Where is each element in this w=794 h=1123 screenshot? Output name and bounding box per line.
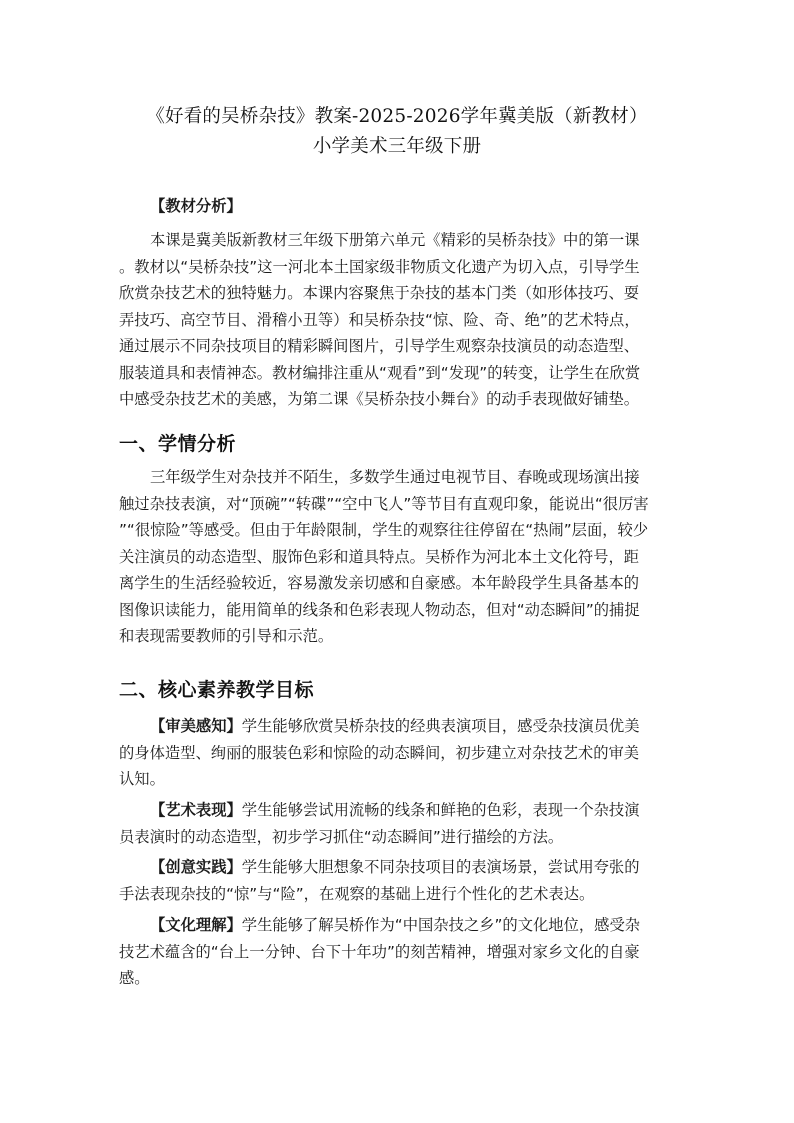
goal-creative-label: 【创意实践】 [150, 858, 242, 876]
goal-artistic-paragraph [119, 797, 679, 850]
goal-text: 学生能够了解吴桥作为“中国杂技之乡”的文化地位，感受杂 [241, 916, 641, 934]
learning-analysis-paragraph [119, 464, 679, 650]
text-line: 通过展示不同杂技项目的精彩瞬间图片，引导学生观察杂技演员的动态造型、 [119, 337, 640, 355]
document-title-line-2: 小学美术三年级下册 [312, 136, 482, 157]
text-line: 离学生的生活经验较近，容易激发亲切感和自豪感。本年龄段学生具备基本的 [119, 574, 640, 592]
text-line: ”“很惊险”等感受。但由于年龄限制，学生的观察往往停留在“热闹”层面，较少 [119, 521, 649, 539]
text-line: 欣赏杂技艺术的独特魅力。本课内容聚焦于杂技的基本门类（如形体技巧、耍 [119, 284, 640, 302]
goal-text: 学生能够尝试用流畅的线条和鲜艳的色彩，表现一个杂技演 [241, 801, 640, 819]
text-line: 关注演员的动态造型、服饰色彩和道具特点。吴桥作为河北本土文化符号，距 [119, 547, 640, 566]
section-heading-core-goals: 二、核心素养教学目标 [119, 679, 315, 701]
goal-text: 学生能够大胆想象不同杂技项目的表演场景，尝试用夸张的 [241, 858, 640, 876]
text-line [119, 713, 679, 740]
text-line [119, 912, 679, 939]
text-line: 。教材以“吴桥杂技”这一河北本土国家级非物质文化遗产为切入点，引导学生 [119, 257, 640, 276]
text-line: 和表现需要教师的引导和示范。 [119, 627, 334, 645]
text-line: 的身体造型、绚丽的服装色彩和惊险的动态瞬间，初步建立对杂技艺术的审美 [119, 743, 640, 762]
goal-aesthetic-label: 【审美感知】 [150, 717, 242, 735]
text-line: 三年级学生对杂技并不陌生，多数学生通过电视节目、春晚或现场演出接 [150, 468, 640, 486]
text-line: 中感受杂技艺术的美感，为第二课《吴桥杂技小舞台》的动手表现做好铺垫。 [119, 390, 640, 408]
goal-artistic-label: 【艺术表现】 [150, 801, 242, 819]
goal-cultural-paragraph [119, 912, 679, 992]
goal-text: 学生能够欣赏吴桥杂技的经典表演项目，感受杂技演员优美 [241, 717, 640, 735]
goal-cultural-label: 【文化理解】 [150, 916, 242, 934]
text-line [119, 797, 679, 824]
document-title-line-1: 《好看的吴桥杂技》教案-2025-2026学年冀美版（新教材） [146, 106, 648, 127]
text-line: 触过杂技表演，对“顶碗”“转碟”“空中飞人”等节目有直观印象，能说出“很厉害 [119, 494, 649, 513]
section-heading-learning-analysis: 一、学情分析 [119, 433, 237, 455]
text-line: 技艺术蕴含的“台上一分钟、台下十年功”的刻苦精神，增强对家乡文化的自豪 [119, 942, 640, 961]
text-line [119, 854, 679, 881]
goal-aesthetic-paragraph [119, 713, 679, 793]
text-line: 本课是冀美版新教材三年级下册第六单元《精彩的吴桥杂技》中的第一课 [150, 231, 640, 249]
goal-creative-paragraph [119, 854, 679, 907]
material-analysis-label: 【教材分析】 [150, 197, 242, 215]
text-line: 弄技巧、高空节目、滑稽小丑等）和吴桥杂技“惊、险、奇、绝”的艺术特点， [119, 310, 640, 329]
text-line: 服装道具和表情神态。教材编排注重从“观看”到“发现”的转变，让学生在欣赏 [119, 363, 641, 382]
text-line: 员表演时的动态造型，初步学习抓住“动态瞬间”进行描绘的方法。 [119, 827, 564, 846]
text-line: 感。 [119, 969, 150, 987]
material-analysis-paragraph [119, 227, 679, 413]
text-line: 图像识读能力，能用简单的线条和色彩表现人物动态，但对“动态瞬间”的捕捉 [119, 600, 640, 619]
text-line: 认知。 [119, 770, 165, 788]
text-line: 手法表现杂技的“惊”与“险”，在观察的基础上进行个性化的艺术表达。 [119, 884, 595, 903]
